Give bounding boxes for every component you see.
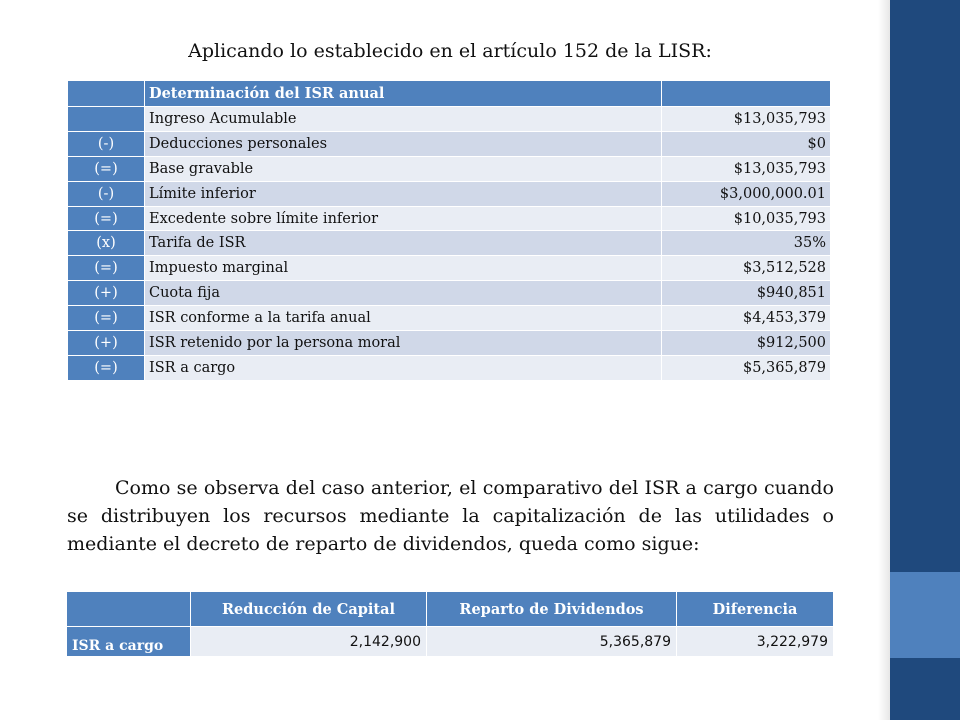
table-row: [68, 156, 831, 181]
slide-title: Aplicando lo establecido en el artículo 152 de la LISR:: [188, 40, 712, 62]
paragraph-text: Como se observa del caso anterior, el comparativo del ISR a cargo cuando se distribuyen los recursos mediante la capitalización de las utilidades o mediante el decreto de reparto de dividendos, queda como sigue:: [67, 477, 834, 555]
concept-cell: ISR conforme a la tarifa anual: [145, 306, 662, 331]
operator-cell: (=): [68, 355, 145, 380]
concept-cell: Cuota fija: [145, 281, 662, 306]
concept-cell: Ingreso Acumulable: [145, 107, 662, 132]
concept-cell: ISR retenido por la persona moral: [145, 331, 662, 356]
header-cell: [68, 81, 145, 107]
value-diferencia: 3,222,979: [677, 627, 834, 657]
concept-cell: Base gravable: [145, 156, 662, 181]
amount-cell: $3,000,000.01: [662, 181, 831, 206]
operator-cell: [68, 107, 145, 132]
amount-cell: $13,035,793: [662, 156, 831, 181]
slide-edge-shadow: [878, 0, 890, 720]
table-row: [68, 256, 831, 281]
concept-cell: Impuesto marginal: [145, 256, 662, 281]
header-cell-reparto: Reparto de Dividendos: [427, 592, 677, 627]
row-label: ISR a cargo: [67, 627, 191, 657]
table-row: [68, 355, 831, 380]
table-header-row: [68, 81, 831, 107]
isr-determination-table: [67, 80, 831, 381]
value-reparto: 5,365,879: [427, 627, 677, 657]
operator-cell: (+): [68, 331, 145, 356]
amount-cell: $0: [662, 131, 831, 156]
table-row: [68, 231, 831, 256]
table-row: [68, 206, 831, 231]
explanation-paragraph: [67, 474, 834, 558]
amount-cell: $5,365,879: [662, 355, 831, 380]
header-cell: [67, 592, 191, 627]
amount-cell: $3,512,528: [662, 256, 831, 281]
comparison-header-row: [67, 592, 834, 627]
concept-cell: ISR a cargo: [145, 355, 662, 380]
operator-cell: (=): [68, 306, 145, 331]
concept-cell: Excedente sobre límite inferior: [145, 206, 662, 231]
operator-cell: (=): [68, 156, 145, 181]
operator-cell: (=): [68, 206, 145, 231]
comparison-table: [66, 591, 834, 657]
table-row: [68, 131, 831, 156]
sidebar-decoration-light: [890, 572, 960, 658]
amount-cell: $10,035,793: [662, 206, 831, 231]
concept-cell: Límite inferior: [145, 181, 662, 206]
operator-cell: (-): [68, 181, 145, 206]
table-row: [68, 181, 831, 206]
header-cell: [662, 81, 831, 107]
value-reduccion: 2,142,900: [191, 627, 427, 657]
table-row: [68, 331, 831, 356]
table-row: [68, 107, 831, 132]
amount-cell: $912,500: [662, 331, 831, 356]
header-cell-reduccion: Reducción de Capital: [191, 592, 427, 627]
comparison-row: [67, 627, 834, 657]
amount-cell: $940,851: [662, 281, 831, 306]
operator-cell: (x): [68, 231, 145, 256]
amount-cell: 35%: [662, 231, 831, 256]
amount-cell: $4,453,379: [662, 306, 831, 331]
table-row: [68, 281, 831, 306]
amount-cell: $13,035,793: [662, 107, 831, 132]
table-row: [68, 306, 831, 331]
operator-cell: (=): [68, 256, 145, 281]
concept-cell: Deducciones personales: [145, 131, 662, 156]
header-cell-title: Determinación del ISR anual: [145, 81, 662, 107]
header-cell-diferencia: Diferencia: [677, 592, 834, 627]
concept-cell: Tarifa de ISR: [145, 231, 662, 256]
operator-cell: (-): [68, 131, 145, 156]
operator-cell: (+): [68, 281, 145, 306]
